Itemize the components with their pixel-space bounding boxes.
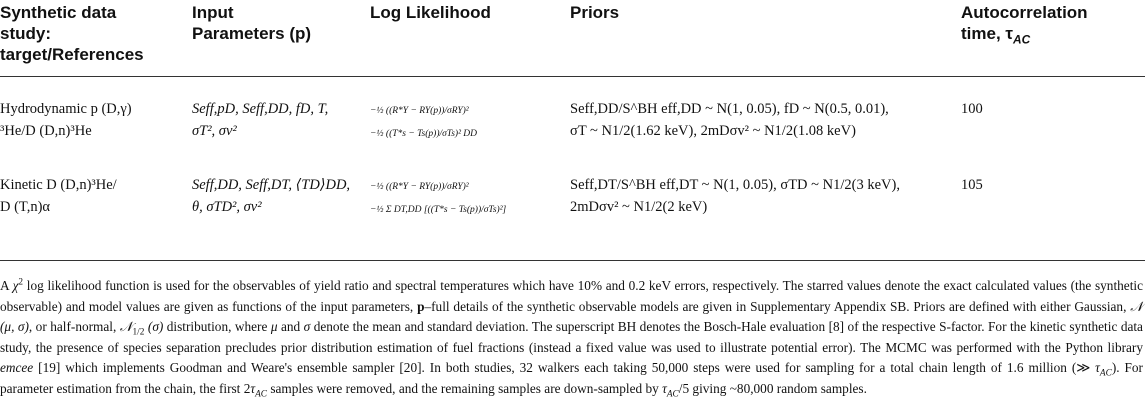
row2-priors-line1: Seff,DT/S^BH eff,DT ~ N(1, 0.05), σTD ~ N1/2(3 keV),	[570, 177, 900, 193]
row1-loglik	[370, 100, 477, 146]
row1-params-line1: Seff,pD, Seff,DD, fD, T,	[192, 101, 329, 117]
row1-loglik-line2: −½ ((T*s − Ts(p))/σTs)² DD	[370, 129, 478, 139]
header-priors	[570, 2, 619, 23]
fn-seg16: denote the mean and standard deviation. The superscript BH denotes the Bosch-Hale evaluation [8] of the respective S-factor. For the kinetic synthetic data study, the presence of species separation precludes prior distribution estimation of fuel fractions (instead a fixed value was used to illustrate potential error). The MCMC was performed with the Python library	[0, 319, 1143, 355]
fn-tau1: τ	[1095, 360, 1100, 375]
header-autocorr	[961, 2, 1088, 47]
fn-emcee: emcee	[0, 360, 34, 375]
fn-tau1-sub: AC	[1099, 368, 1112, 379]
row2-priors	[570, 174, 900, 218]
fn-seg12: distribution, where	[163, 319, 271, 334]
fn-gauss: 𝒩 (μ, σ)	[0, 298, 1143, 334]
header-autocorr-line1: Autocorrelation	[961, 3, 1088, 22]
fn-tau2-sub: AC	[255, 389, 267, 400]
header-study-line2: study:	[0, 24, 51, 43]
header-autocorr-line2: time, τ	[961, 24, 1013, 43]
row1-study	[0, 98, 132, 142]
row1-study-line2: ³He/D (D,n)³He	[0, 123, 92, 139]
row2-loglik-line2: −½ Σ DT,DD [((T*s − Ts(p))/σTs)²]	[370, 205, 507, 215]
fn-mu: μ	[270, 319, 278, 334]
header-input-line2: Parameters (p)	[192, 24, 312, 43]
fn-tau3: τ	[662, 380, 667, 396]
row1-study-line1: Hydrodynamic p (D,γ)	[0, 101, 132, 117]
row1-priors-line2: σT ~ N1/2(1.62 keV), 2mDσv² ~ N1/2(1.08 keV)	[570, 123, 856, 139]
fn-sigma-arg: (σ)	[144, 319, 164, 334]
row2-loglik	[370, 176, 506, 222]
table-bottom-rule	[0, 260, 1145, 261]
fn-seg21: ). For parameter estimation from the chain, the first 2	[0, 360, 1143, 396]
header-priors-text: Priors	[570, 3, 620, 22]
fn-tau3-sub: AC	[666, 389, 679, 400]
fn-chi: χ	[12, 278, 19, 293]
footnote-paragraph	[0, 276, 1143, 399]
row2-params-line1: Seff,DD, Seff,DT, ⟨TD⟩DD,	[192, 177, 351, 193]
row2-autocorr: 105	[961, 177, 983, 193]
fn-halfnormal: 𝒩	[119, 319, 133, 334]
fn-seg27: /5 giving ~80,000 random samples.	[678, 380, 867, 396]
row2-study-line2: D (T,n)α	[0, 199, 51, 215]
fn-seg24: samples were removed, and the remaining samples are down-sampled by	[267, 380, 663, 396]
header-loglik-text: Log Likelihood	[370, 3, 491, 22]
row1-params-line2: σT², σv²	[192, 123, 237, 139]
fn-bold-p: p	[417, 298, 425, 314]
fn-seg18: [19] which implements Goodman and Weare's ensemble sampler [20]. In both studies, 32 walkers each taking 50,000 steps were used for sampling for a total chain length of 1.6 million (≫	[33, 360, 1096, 375]
header-rule	[0, 76, 1145, 77]
row2-params	[192, 174, 350, 218]
row2-study	[0, 174, 117, 218]
row1-params	[192, 98, 328, 142]
header-loglik	[370, 2, 491, 23]
fn-tau2: τ	[250, 380, 256, 396]
row1-loglik-line1: −½ ((R*Y − RY(p))/σRY)²	[370, 106, 469, 116]
header-study-line3: target/References	[0, 45, 144, 64]
fn-seg6: –full details of the synthetic observable models are given in Supplementary Appendix SB. Priors are defined with either Gaussian,	[424, 298, 1131, 314]
header-input	[192, 2, 311, 44]
header-autocorr-sub: AC	[1013, 32, 1031, 47]
table-footnote	[0, 276, 1143, 399]
row2-loglik-line1: −½ ((R*Y − RY(p))/σRY)²	[370, 182, 469, 192]
row2-params-line2: θ, σTD², σv²	[192, 199, 262, 215]
fn-sigma: σ	[303, 319, 311, 334]
fn-seg8: , or half-normal,	[28, 319, 120, 334]
fn-seg1: A	[0, 278, 13, 293]
header-study-line1: Synthetic data	[0, 3, 117, 22]
fn-seg4: log likelihood function is used for the observables of yield ratio and spectral temperatures which have 10% and 0.2 keV errors, respectively. The starred values denote the exact calculated values (the synthetic observable) and model values are given as functions of the input parameters,	[0, 278, 1143, 314]
header-input-line1: Input	[192, 3, 234, 22]
row1-priors	[570, 98, 889, 142]
fn-seg14: and	[277, 319, 304, 334]
header-study	[0, 2, 144, 65]
fn-chi-sup: 2	[18, 277, 24, 288]
fn-halfnormal-sub: 1/2	[132, 327, 145, 338]
row1-priors-line1: Seff,DD/S^BH eff,DD ~ N(1, 0.05), fD ~ N(0.5, 0.01),	[570, 101, 889, 117]
row1-autocorr: 100	[961, 101, 983, 117]
row2-priors-line2: 2mDσv² ~ N1/2(2 keV)	[570, 199, 708, 215]
row2-study-line1: Kinetic D (D,n)³He/	[0, 177, 117, 193]
